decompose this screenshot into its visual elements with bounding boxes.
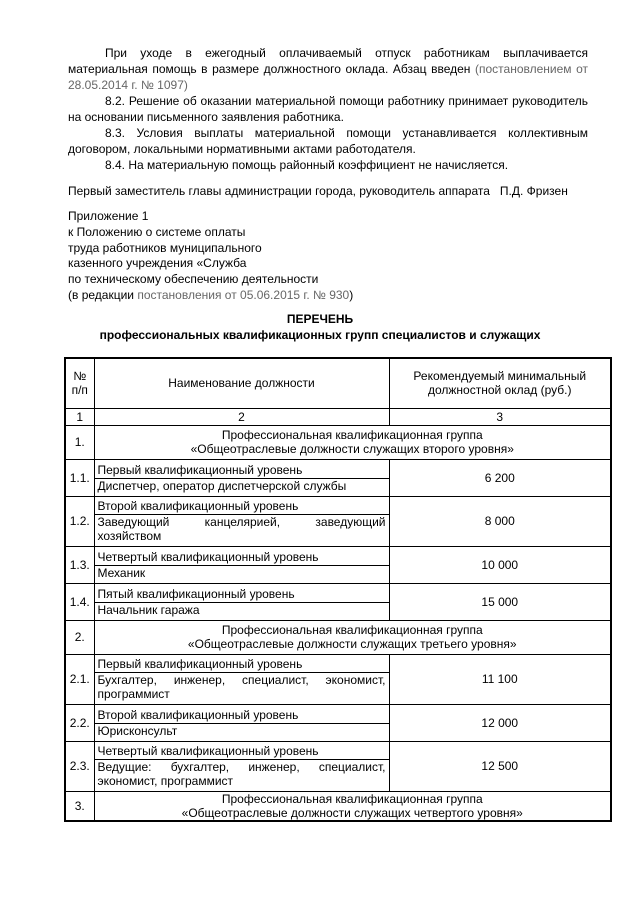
index-cell: 2 bbox=[94, 408, 389, 425]
level-positions: Механик bbox=[97, 565, 146, 580]
level-row bbox=[65, 583, 611, 620]
group-num: 2. bbox=[65, 620, 94, 654]
level-salary: 11 100 bbox=[389, 654, 611, 704]
group-title-line: «Общеотраслевые должности служащих второго уровня» bbox=[190, 442, 514, 456]
level-row bbox=[65, 654, 611, 704]
level-name: Первый квалификационный уровень bbox=[95, 463, 389, 479]
level-row bbox=[65, 741, 611, 791]
index-cell: 3 bbox=[389, 408, 611, 425]
signature-line: Первый заместитель главы администрации города, руководитель аппарата П.Д. Фризен bbox=[68, 184, 568, 198]
appendix-line: труда работников муниципального bbox=[68, 240, 262, 255]
group-title-line: «Общеотраслевые должности служащих третьего уровня» bbox=[187, 637, 517, 651]
level-positions: Начальник гаража bbox=[97, 602, 200, 617]
group-title bbox=[94, 425, 611, 459]
paragraph-8-2: 8.2. Решение об оказании материальной помощи работнику принимает руководитель на основании письменного заявления работника. bbox=[68, 94, 588, 124]
group-title-line: Профессиональная квалификационная группа bbox=[221, 623, 483, 637]
group-num: 1. bbox=[65, 425, 94, 459]
level-num: 2.1. bbox=[65, 654, 94, 704]
level-cell bbox=[94, 496, 389, 546]
header-salary: Рекомендуемый минимальный должностной оклад (руб.) bbox=[389, 358, 611, 408]
appendix-block bbox=[68, 209, 353, 304]
level-row bbox=[65, 496, 611, 546]
group-title bbox=[94, 620, 611, 654]
level-cell bbox=[94, 704, 389, 741]
level-salary: 8 000 bbox=[389, 496, 611, 546]
level-name: Второй квалификационный уровень bbox=[95, 499, 389, 515]
header-name: Наименование должности bbox=[94, 358, 389, 408]
level-salary: 12 500 bbox=[389, 741, 611, 791]
index-cell: 1 bbox=[65, 408, 94, 425]
appendix-prefix: (в редакции bbox=[68, 287, 134, 302]
paragraph-8-3: 8.3. Условия выплаты материальной помощи устанавливается коллективным договором, локальными нормативными актами работодателя. bbox=[68, 126, 588, 156]
group-num: 3. bbox=[65, 791, 94, 821]
appendix-line: казенного учреждения «Служба bbox=[68, 256, 247, 271]
level-cell bbox=[94, 583, 389, 620]
level-positions: Заведующий канцелярией, заведующий хозяйством bbox=[97, 515, 386, 543]
group-title-line: Профессиональная квалификационная группа bbox=[221, 791, 483, 806]
group-row bbox=[65, 620, 611, 654]
level-positions: Ведущие: бухгалтер, инженер, специалист, экономист, программист bbox=[97, 760, 386, 788]
group-row bbox=[65, 791, 611, 821]
level-cell bbox=[94, 741, 389, 791]
appendix-line bbox=[68, 288, 353, 304]
amendment-link[interactable]: постановления от 05.06.2015 г. № 930 bbox=[137, 287, 350, 302]
level-num: 1.3. bbox=[65, 546, 94, 583]
level-row bbox=[65, 704, 611, 741]
level-positions: Диспетчер, оператор диспетчерской службы bbox=[97, 478, 347, 493]
level-salary: 15 000 bbox=[389, 583, 611, 620]
level-cell bbox=[94, 459, 389, 496]
qualification-groups-table bbox=[64, 357, 612, 822]
appendix-line: Приложение 1 bbox=[68, 209, 149, 223]
level-num: 1.1. bbox=[65, 459, 94, 496]
level-row bbox=[65, 546, 611, 583]
level-row bbox=[65, 459, 611, 496]
group-row bbox=[65, 425, 611, 459]
group-title-line: Профессиональная квалификационная группа bbox=[221, 428, 483, 442]
level-name: Четвертый квалификационный уровень bbox=[95, 744, 389, 760]
level-name: Второй квалификационный уровень bbox=[95, 708, 389, 724]
level-num: 2.3. bbox=[65, 741, 94, 791]
level-cell bbox=[94, 546, 389, 583]
list-subtitle: профессиональных квалификационных групп специалистов и служащих bbox=[99, 328, 541, 342]
amendment-link[interactable]: (постановлением от 28.05.2014 г. № 1097) bbox=[68, 62, 589, 92]
level-name: Первый квалификационный уровень bbox=[95, 657, 389, 673]
table-index-row bbox=[65, 408, 611, 425]
table-header-row bbox=[65, 358, 611, 408]
level-name: Пятый квалификационный уровень bbox=[95, 587, 389, 603]
level-num: 2.2. bbox=[65, 704, 94, 741]
paragraph-8-4: 8.4. На материальную помощь районный коэффициент не начисляется. bbox=[105, 158, 509, 172]
level-positions: Бухгалтер, инженер, специалист, экономист, программист bbox=[97, 673, 386, 701]
level-num: 1.4. bbox=[65, 583, 94, 620]
level-cell bbox=[94, 654, 389, 704]
header-num: № п/п bbox=[65, 358, 94, 408]
group-title bbox=[94, 791, 611, 821]
list-title: ПЕРЕЧЕНЬ bbox=[286, 312, 354, 326]
paragraph-text: При уходе в ежегодный оплачиваемый отпуск работникам выплачивается материальная помощь в размере должностного оклада. Абзац введен bbox=[68, 46, 588, 76]
appendix-suffix: ) bbox=[349, 287, 354, 302]
level-salary: 10 000 bbox=[389, 546, 611, 583]
level-name: Четвертый квалификационный уровень bbox=[95, 550, 389, 566]
appendix-line: к Положению о системе оплаты bbox=[68, 224, 246, 239]
level-num: 1.2. bbox=[65, 496, 94, 546]
level-positions: Юрисконсульт bbox=[97, 723, 178, 738]
level-salary: 12 000 bbox=[389, 704, 611, 741]
level-salary: 6 200 bbox=[389, 459, 611, 496]
group-title-line: «Общеотраслевые должности служащих четвертого уровня» bbox=[181, 805, 523, 820]
paragraph-vacation-aid bbox=[68, 45, 588, 93]
appendix-line: по техническому обеспечению деятельности bbox=[68, 272, 319, 287]
